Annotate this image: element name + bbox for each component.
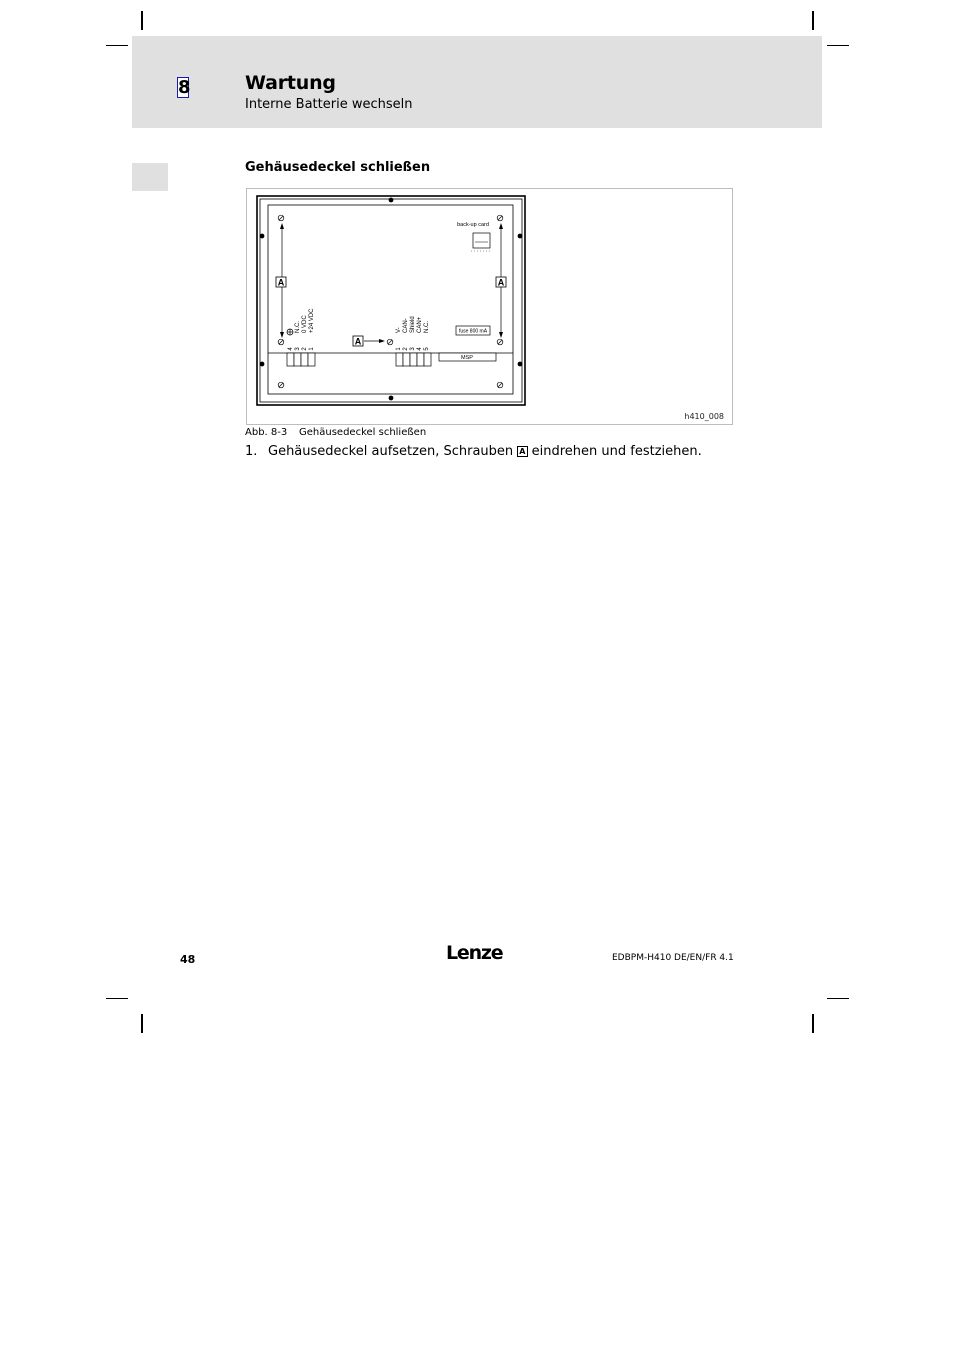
terminal-number: 2: [302, 347, 308, 351]
step-text-before: Gehäusedeckel aufsetzen, Schrauben: [268, 444, 514, 459]
marker-a: [353, 336, 363, 347]
lenze-logo: Lenze: [446, 942, 503, 964]
can-terminal-label: N.C.: [424, 321, 430, 333]
section-heading: Gehäusedeckel schließen: [245, 160, 431, 175]
fuse-label: fuse 800 mA: [458, 328, 488, 335]
power-terminal-label: N.C.: [295, 321, 301, 333]
figure-caption: [245, 427, 426, 438]
page-subtitle: Interne Batterie wechseln: [245, 97, 413, 112]
side-tab: [132, 163, 168, 191]
terminal-number: 4: [288, 347, 294, 351]
figure-frame: [246, 188, 733, 425]
mount-dot: [260, 362, 265, 367]
caption-text: Gehäusedeckel schließen: [299, 427, 427, 438]
crop-mark: [812, 11, 814, 30]
can-terminal-numbers: [396, 347, 430, 351]
header-band: [132, 36, 822, 128]
can-terminal-labels: [396, 316, 430, 333]
marker-a: [496, 277, 506, 288]
caption-number: Abb. 8-3: [245, 427, 288, 438]
step-number: 1.: [245, 444, 258, 459]
mount-dot: [389, 396, 394, 401]
can-terminal-label: CAN-: [403, 318, 409, 333]
housing-inner: [260, 199, 522, 402]
screw-icon: [497, 339, 503, 345]
power-terminal-label: +24 VDC: [309, 308, 315, 333]
terminal-number: 1: [396, 347, 402, 351]
page-title: Wartung: [245, 72, 336, 94]
crop-mark: [141, 1014, 143, 1033]
crop-mark: [106, 998, 128, 999]
document-id: EDBPM-H410 DE/EN/FR 4.1: [612, 953, 734, 963]
screw-icon: [497, 382, 503, 388]
marker-a: [276, 277, 286, 288]
figure-id: h410_008: [684, 412, 724, 421]
terminal-number: 3: [410, 347, 416, 351]
can-terminal-label: Shield: [410, 316, 416, 333]
screw-icon: [278, 339, 284, 345]
backup-card-slot: [473, 233, 490, 248]
mount-dot: [260, 234, 265, 239]
terminal-number: 5: [424, 347, 430, 351]
backup-card-label: back-up card: [457, 222, 489, 228]
can-terminal-block: [396, 353, 431, 366]
power-terminal-label: 0 VDC: [302, 315, 308, 333]
arrow-horizontal: [364, 339, 385, 343]
screw-icon: [278, 382, 284, 388]
marker-a: A: [519, 447, 526, 456]
device-diagram: [247, 189, 732, 424]
screw-icon: [387, 339, 393, 345]
terminal-number: 2: [403, 347, 409, 351]
step-text-after: eindrehen und festziehen.: [531, 444, 702, 459]
mount-dot: [518, 362, 523, 367]
mount-dot: [518, 234, 523, 239]
power-terminal-numbers: [288, 347, 315, 351]
crop-mark: [827, 998, 849, 999]
crop-mark: [812, 1014, 814, 1033]
chapter-number: 8: [178, 77, 191, 98]
terminal-number: 3: [295, 347, 301, 351]
crop-mark: [827, 45, 849, 46]
instruction-step: [245, 444, 702, 459]
terminal-number: 1: [309, 347, 315, 351]
crop-mark: [141, 11, 143, 30]
svg-text:A: A: [354, 336, 362, 347]
crop-mark: [106, 45, 128, 46]
power-terminal-labels: [295, 308, 315, 333]
can-terminal-label: CAN+: [417, 316, 423, 333]
ground-icon: [287, 329, 293, 335]
svg-text:A: A: [277, 277, 285, 288]
terminal-number: 4: [417, 347, 423, 351]
mount-dot: [389, 198, 394, 203]
svg-text:A: A: [497, 277, 505, 288]
page-number: 48: [180, 953, 196, 966]
power-terminal-block: [287, 353, 315, 366]
msp-label: MSP: [461, 355, 473, 361]
screw-icon: [497, 215, 503, 221]
can-terminal-label: V-: [396, 327, 402, 333]
screw-icon: [278, 215, 284, 221]
